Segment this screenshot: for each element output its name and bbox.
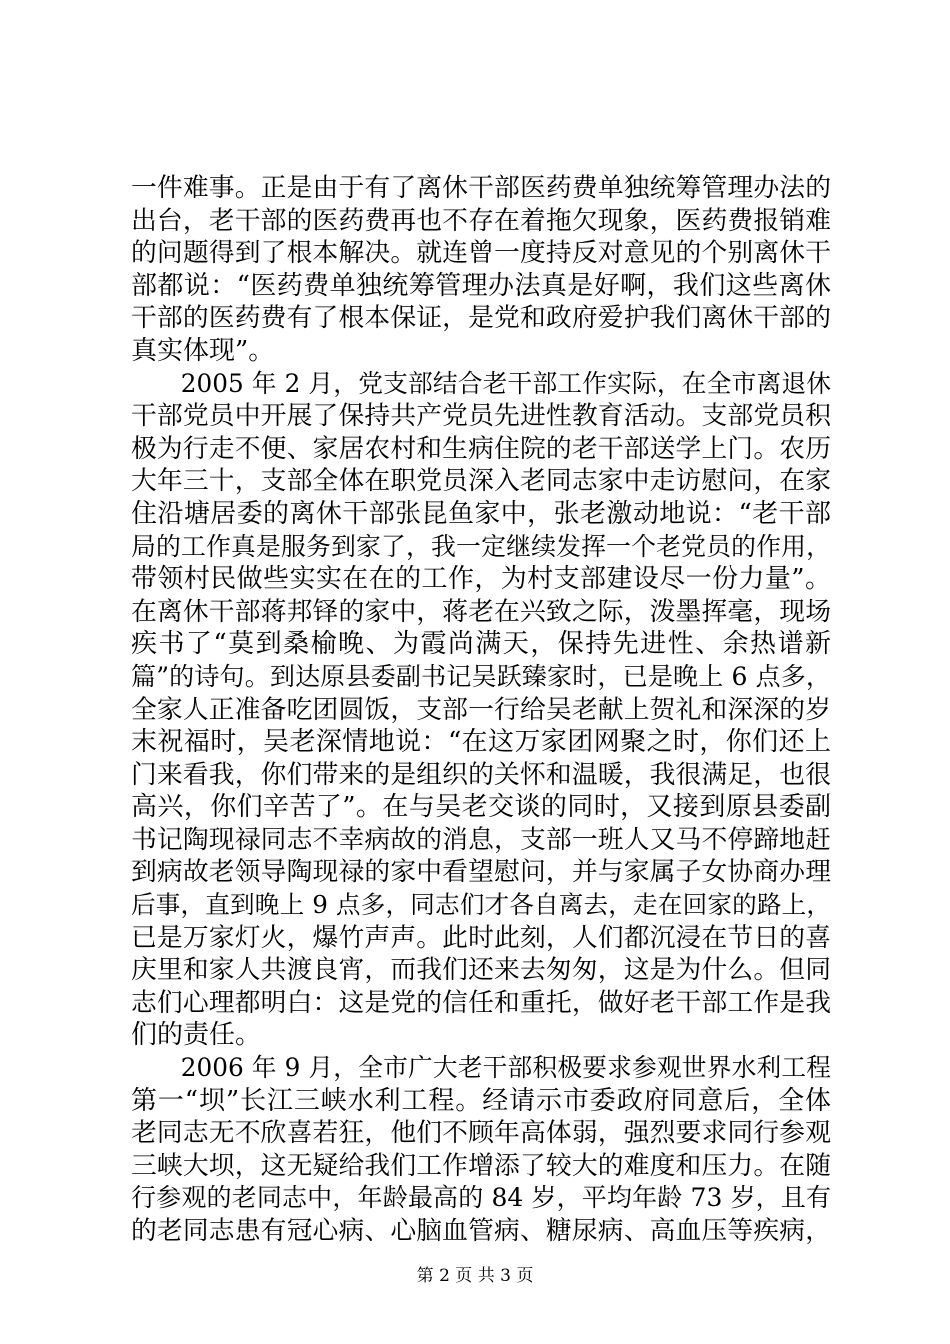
text-line: 疾书了“莫到桑榆晚、为霞尚满天，保持先进性、余热谱新	[131, 629, 831, 660]
text-line: 志们心理都明白：这是党的信任和重托，做好老干部工作是我	[131, 987, 831, 1018]
text-line: 后事，直到晚上 9 点多，同志们才各自离去，走在回家的路上，	[131, 890, 831, 920]
text-line: 书记陶现禄同志不幸病故的消息，支部一班人又马不停蹄地赶	[131, 824, 831, 855]
text-line: 门来看我，你们带来的是组织的关怀和温暖，我很满足，也很	[131, 759, 831, 790]
text-line: 末祝福时，吴老深情地说：“在这万家团网聚之时，你们还上	[131, 727, 831, 758]
text-line: 到病故老领导陶现禄的家中看望慰问，并与家属子女协商办理	[131, 857, 831, 888]
text-line: 部都说：“医药费单独统筹管理办法真是好啊，我们这些离休	[131, 270, 831, 301]
text-line: 住沿塘居委的离休干部张昆鱼家中，张老激动地说：“老干部	[131, 498, 831, 529]
text-line: 的问题得到了根本解决。就连曾一度持反对意见的个别离休干	[131, 238, 831, 269]
text-line: 干部的医药费有了根本保证，是党和政府爱护我们离休干部的	[131, 303, 831, 334]
text-line: 第一“坝”长江三峡水利工程。经请示市委政府同意后，全体	[131, 1085, 831, 1116]
text-line: 真实体现”。	[131, 335, 275, 366]
text-line: 们的责任。	[131, 1020, 262, 1051]
text-line: 三峡大坝，这无疑给我们工作增添了较大的难度和压力。在随	[131, 1150, 831, 1181]
text-line: 庆里和家人共渡良宵，而我们还来去匆匆，这是为什么。但同	[131, 955, 831, 986]
text-line: 已是万家灯火，爆竹声声。此时此刻，人们都沉浸在节日的喜	[131, 922, 831, 953]
text-line: 出台，老干部的医药费再也不存在着拖欠现象，医药费报销难	[131, 205, 831, 236]
text-line: 局的工作真是服务到家了，我一定继续发挥一个老党员的作用，	[131, 531, 831, 561]
page-footer: 第 2 页 共 3 页	[416, 1266, 534, 1286]
text-line: 极为行走不便、家居农村和生病住院的老干部送学上门。农历	[131, 433, 831, 464]
text-line: 高兴，你们辛苦了”。在与吴老交谈的同时，又接到原县委副	[131, 792, 831, 823]
text-line: 篇”的诗句。到达原县委副书记吴跃臻家时，已是晚上 6 点多，	[131, 661, 831, 691]
text-line: 带领村民做些实实在在的工作，为村支部建设尽一份力量”。	[131, 564, 831, 595]
text-line: 老同志无不欣喜若狂，他们不顾年高体弱，强烈要求同行参观	[131, 1118, 831, 1149]
text-line: 的老同志患有冠心病、心脑血管病、糖尿病、高血压等疾病，	[131, 1216, 831, 1246]
text-line: 全家人正准备吃团圆饭，支部一行给吴老献上贺礼和深深的岁	[131, 694, 831, 725]
text-line: 2005 年 2 月，党支部结合老干部工作实际，在全市离退休	[131, 368, 831, 398]
text-line: 干部党员中开展了保持共产党员先进性教育活动。支部党员积	[131, 401, 831, 432]
text-line: 在离休干部蒋邦铎的家中，蒋老在兴致之际，泼墨挥毫，现场	[131, 596, 831, 627]
text-line: 2006 年 9 月，全市广大老干部积极要求参观世界水利工程	[131, 1053, 831, 1083]
document-body	[131, 172, 831, 1248]
text-line: 一件难事。正是由于有了离休干部医药费单独统筹管理办法的	[131, 173, 831, 203]
text-line: 行参观的老同志中，年龄最高的 84 岁，平均年龄 73 岁，且有	[131, 1183, 831, 1213]
text-line: 大年三十，支部全体在职党员深入老同志家中走访慰问，在家	[131, 466, 831, 497]
